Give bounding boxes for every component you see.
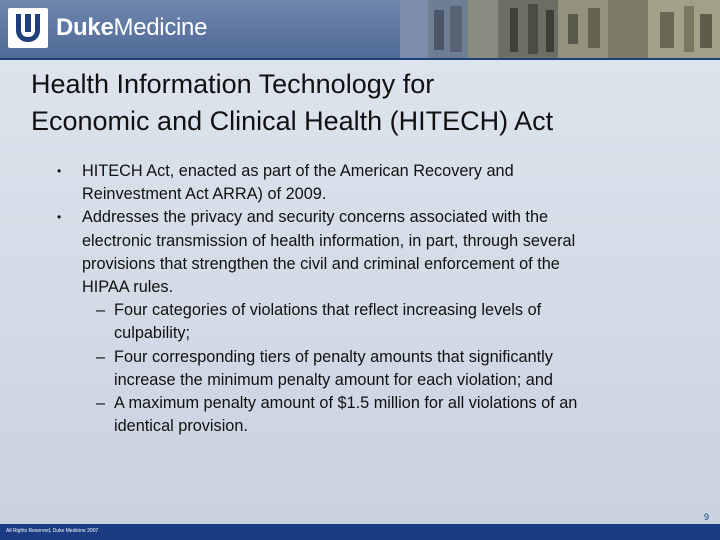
bullet-text-line: Reinvestment Act ARRA) of 2009. — [82, 185, 327, 204]
sub-bullet-item — [96, 392, 654, 438]
slide-body — [0, 160, 720, 438]
bullet-text-line: electronic transmission of health information, in part, through several — [82, 231, 576, 250]
sub-bullet-text-line: increase the minimum penalty amount for each violation; and — [114, 370, 553, 389]
duke-shield-icon — [13, 12, 43, 44]
duke-logo — [8, 8, 48, 48]
sub-bullet-text-line: identical provision. — [114, 417, 248, 436]
sub-bullet-marker: – — [96, 301, 106, 320]
header-rule — [0, 58, 720, 60]
brand-bold: Duke — [56, 14, 114, 41]
header-banner — [0, 0, 720, 58]
slide-title-line-1: Health Information Technology for — [31, 69, 435, 99]
chapel-photo — [400, 0, 720, 58]
bullet-marker: • — [57, 164, 62, 178]
bullet-text-line: HITECH Act, enacted as part of the American Recovery and — [82, 162, 514, 180]
sub-bullet-marker: – — [96, 347, 106, 366]
brand-wordmark — [56, 14, 207, 42]
sub-bullet-text-line: Four categories of violations that reflect increasing levels of — [114, 301, 542, 320]
bullet-text-line: HIPAA rules. — [82, 278, 174, 297]
slide-title — [31, 66, 701, 140]
sub-bullet-marker: – — [96, 394, 106, 413]
bullet-text-line: Addresses the privacy and security concerns associated with the — [82, 208, 549, 227]
slide-title-line-2: Economic and Clinical Health (HITECH) Act — [31, 106, 554, 136]
bullet-item — [57, 160, 642, 206]
sub-bullet-text-line: A maximum penalty amount of $1.5 million for all violations of an — [114, 394, 578, 413]
bullet-marker: • — [57, 210, 62, 225]
brand-light: Medicine — [113, 14, 208, 41]
bullet-text-line: provisions that strengthen the civil and criminal enforcement of the — [82, 254, 560, 273]
sub-bullet-text-line: culpability; — [114, 324, 191, 343]
sub-bullet-text-line: Four corresponding tiers of penalty amounts that significantly — [114, 347, 553, 366]
footer-copyright: All Rights Reserved, Duke Medicine 2007 — [6, 528, 99, 534]
footer-bar — [0, 524, 720, 540]
sub-bullet-item — [96, 299, 654, 345]
page-number: 9 — [704, 512, 710, 522]
sub-bullet-item — [96, 346, 654, 392]
bullet-item — [57, 206, 642, 299]
